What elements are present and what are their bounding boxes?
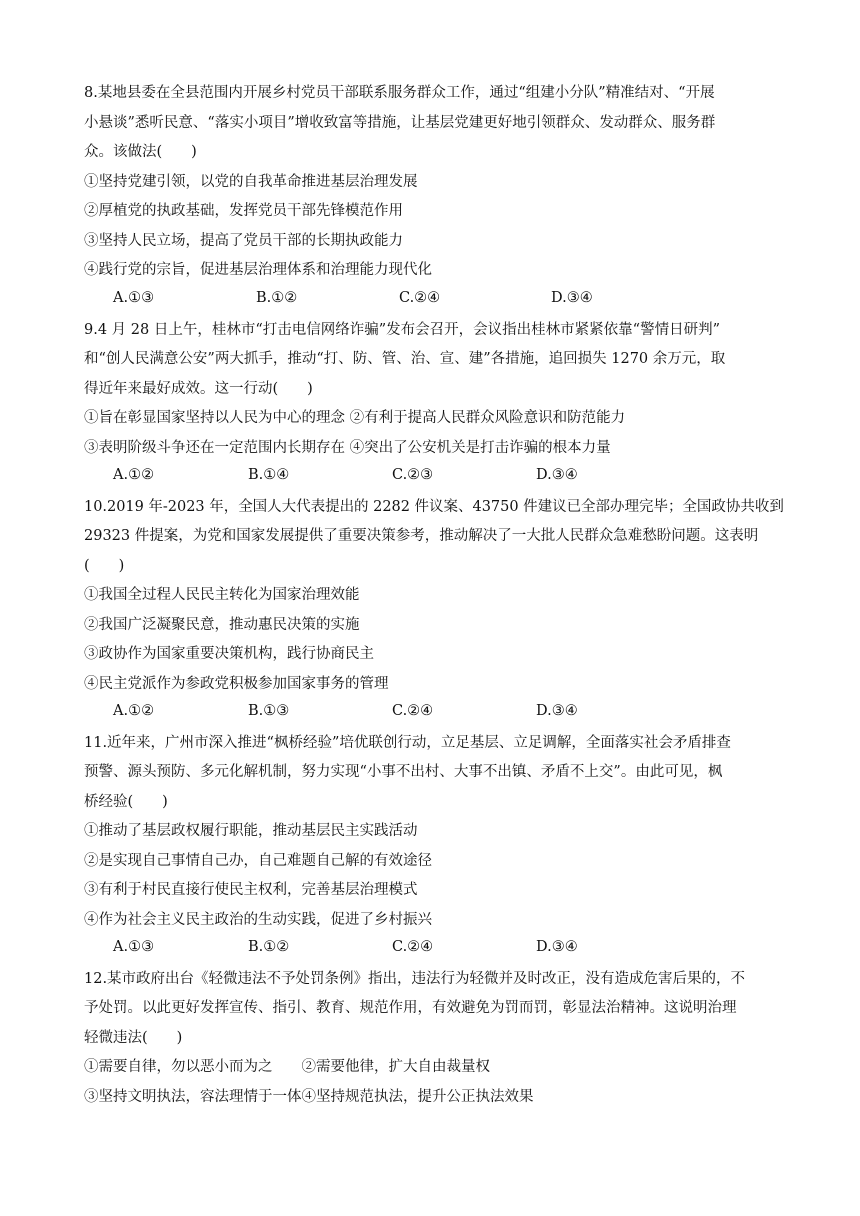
q11-stem-line-3: 桥经验( ) <box>84 794 168 810</box>
q10-item-2: ②我国广泛凝聚民意，推动惠民决策的实施 <box>84 617 360 633</box>
q9-option-d: D.③④ <box>536 467 578 483</box>
q8-stem-line-1: 8.某地县委在全县范围内开展乡村党员干部联系服务群众工作，通过“组建小分队”精准结对、“开展 <box>84 85 715 101</box>
q12-stem-line-1: 12.某市政府出台《轻微违法不予处罚条例》指出，违法行为轻微并及时改正，没有造成危害后果的，不 <box>84 971 746 987</box>
q10-option-b: B.①③ <box>248 703 290 719</box>
q10-stem-line-3: ( ) <box>84 558 125 574</box>
q8-option-c: C.②④ <box>399 290 441 306</box>
q8-option-a: A.①③ <box>113 290 155 306</box>
q9-item-row-1: ①旨在彰显国家坚持以人民为中心的理念 ②有利于提高人民群众风险意识和防范能力 <box>84 410 626 426</box>
q11-option-d: D.③④ <box>536 939 578 955</box>
q9-item-row-2: ③表明阶级斗争还在一定范围内长期存在 ④突出了公安机关是打击诈骗的根本力量 <box>84 440 611 456</box>
q10-item-4: ④民主党派作为参政党积极参加国家事务的管理 <box>84 676 389 692</box>
q8-item-1: ①坚持党建引领，以党的自我革命推进基层治理发展 <box>84 174 418 190</box>
q8-option-d: D.③④ <box>551 290 593 306</box>
q9-option-b: B.①④ <box>248 467 290 483</box>
q11-option-c: C.②④ <box>392 939 434 955</box>
q9-option-c: C.②③ <box>392 467 434 483</box>
q10-option-c: C.②④ <box>392 703 434 719</box>
q8-options <box>84 290 784 310</box>
q9-stem-line-1: 9.4 月 28 日上午，桂林市“打击电信网络诈骗”发布会召开，会议指出桂林市紧紧依靠“警情日研判” <box>84 322 720 338</box>
q10-stem-line-1: 10.2019 年-2023 年，全国人大代表提出的 2282 件议案、43750 件建议已全部办理完毕；全国政协共收到 <box>84 499 784 515</box>
q8-stem-line-2: 小悬谈”悉听民意、“落实小项目”增收致富等措施，让基层党建更好地引领群众、发动群众、服务群 <box>84 115 716 131</box>
q11-item-1: ①推动了基层政权履行职能，推动基层民主实践活动 <box>84 823 418 839</box>
q11-item-3: ③有利于村民直接行使民主权利，完善基层治理模式 <box>84 882 418 898</box>
q10-stem-line-2: 29323 件提案，为党和国家发展提供了重要决策参考，推动解决了一大批人民群众急难愁盼问题。这表明 <box>84 528 759 544</box>
q9-options <box>84 467 784 487</box>
q8-item-2: ②厚植党的执政基础，发挥党员干部先锋模范作用 <box>84 203 403 219</box>
q10-option-a: A.①② <box>113 703 155 719</box>
q8-stem-line-3: 众。该做法( ) <box>84 144 197 160</box>
q11-option-a: A.①③ <box>113 939 155 955</box>
q12-item-row-1: ①需要自律，勿以恶小而为之 ②需要他律，扩大自由裁量权 <box>84 1059 490 1075</box>
q11-options <box>84 939 784 959</box>
q11-stem-line-1: 11.近年来，广州市深入推进“枫桥经验”培优联创行动，立足基层、立足调解，全面落实社会矛盾排查 <box>84 735 731 751</box>
q8-option-b: B.①② <box>256 290 298 306</box>
q10-item-3: ③政协作为国家重要决策机构，践行协商民主 <box>84 646 374 662</box>
q8-item-4: ④践行党的宗旨，促进基层治理体系和治理能力现代化 <box>84 262 432 278</box>
q10-options <box>84 703 784 723</box>
q10-item-1: ①我国全过程人民民主转化为国家治理效能 <box>84 587 360 603</box>
q11-option-b: B.①② <box>248 939 290 955</box>
q8-item-3: ③坚持人民立场，提高了党员干部的长期执政能力 <box>84 233 403 249</box>
q10-option-d: D.③④ <box>536 703 578 719</box>
q12-stem-line-2: 予处罚。以此更好发挥宣传、指引、教育、规范作用，有效避免为罚而罚，彰显法治精神。这说明治理 <box>84 1000 737 1016</box>
q12-item-row-2: ③坚持文明执法，容法理情于一体④坚持规范执法，提升公正执法效果 <box>84 1089 534 1105</box>
q11-stem-line-2: 预警、源头预防、多元化解机制，努力实现“小事不出村、大事不出镇、矛盾不上交”。由此可见，枫 <box>84 764 723 780</box>
q9-stem-line-3: 得近年来最好成效。这一行动( ) <box>84 381 313 397</box>
q11-item-4: ④作为社会主义民主政治的生动实践，促进了乡村振兴 <box>84 912 432 928</box>
q9-option-a: A.①② <box>113 467 155 483</box>
q12-stem-line-3: 轻微违法( ) <box>84 1030 183 1046</box>
q11-item-2: ②是实现自己事情自己办，自己难题自己解的有效途径 <box>84 853 432 869</box>
q9-stem-line-2: 和“创人民满意公安”两大抓手，推动“打、防、管、治、宣、建”各措施，追回损失 1270 余万元，取 <box>84 351 726 367</box>
